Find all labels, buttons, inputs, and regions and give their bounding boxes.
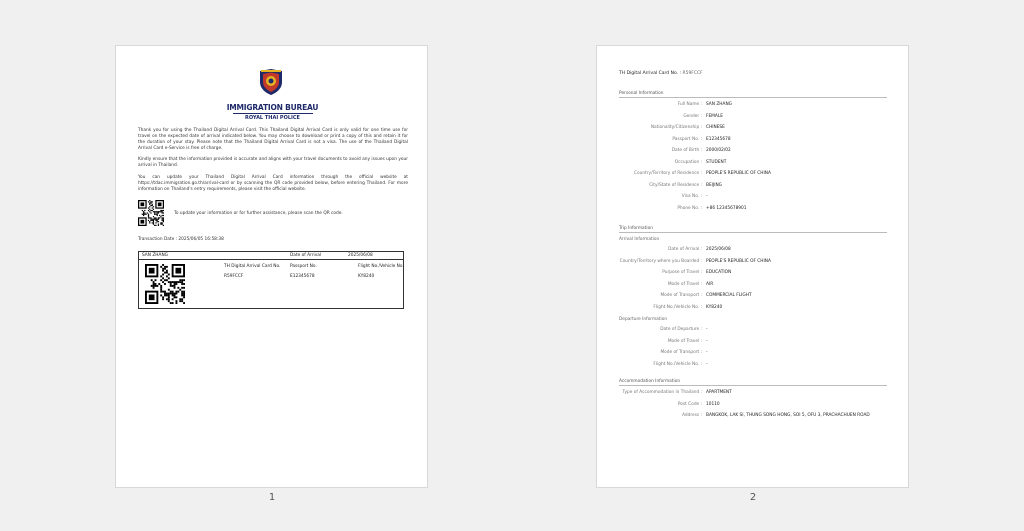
field-value: APARTMENT (706, 390, 732, 395)
field-value: CHINESE (706, 125, 725, 130)
field-value: - (706, 338, 708, 344)
intro-paragraph: Thank you for using the Thailand Digital Arrival Card. This Thailand Digital Arrival Card is only valid for one time use for travel on the expected date of arrival indicated below. You may choose to download or print a copy of this and retain it for the duration of your stay. Please note that the Thailand Digital Arrival Card is not a visa. The use of the Thailand Digital Arrival Card e-Service is free of charge. (138, 128, 408, 152)
field-label: Country/Territory where you Boarded : (619, 258, 702, 264)
arrival-card (138, 251, 404, 309)
police-subtitle: ROYAL THAI POLICE (245, 115, 300, 121)
card-number-label: TH Digital Arrival Card No. : (619, 71, 682, 76)
field-label: Visa No. : (681, 194, 702, 199)
qr-code-icon[interactable] (145, 264, 185, 304)
immigration-badge-icon (258, 68, 284, 96)
field-row (597, 362, 910, 368)
update-paragraph: You can update your Thailand Digital Arrival Card information through the official website at https://tdac.immigration.go.th/arrival-card or by scanning the QR code provided below, before entering Thailand. For more information on Thailand's entry requirements, please visit the official website. (138, 175, 408, 193)
field-row (597, 390, 910, 396)
field-row (597, 259, 910, 265)
field-value: - (706, 350, 708, 355)
field-row (597, 339, 910, 345)
field-row (597, 171, 910, 177)
field-value: +86 12345678901 (706, 205, 747, 211)
card-number-value: R59FCCF (682, 71, 703, 76)
field-row (597, 194, 910, 200)
field-label: Type of Accommodation in Thailand : (622, 390, 702, 395)
field-value: - (706, 327, 708, 332)
subsection-arrival: Arrival Information (619, 237, 660, 242)
field-value: AIR (706, 281, 714, 287)
field-label: Occupation : (674, 159, 702, 165)
field-row (597, 114, 910, 120)
field-row (597, 282, 910, 288)
field-row (597, 102, 910, 108)
field-label: Mode of Travel : (667, 338, 702, 344)
field-value: COMMERCIAL FLIGHT (706, 293, 752, 298)
field-row (597, 327, 910, 333)
flight-value: KY8240 (358, 274, 375, 279)
section-personal: Personal Information (619, 91, 887, 98)
field-value: PEOPLE'S REPUBLIC OF CHINA (706, 258, 771, 264)
field-label: Mode of Transport : (660, 293, 702, 298)
field-value: 2025/06/08 (706, 247, 731, 252)
section-accommodation: Accommodation Information (619, 379, 887, 386)
field-label: Phone No. : (677, 205, 702, 211)
field-row (597, 293, 910, 299)
field-row (597, 350, 910, 356)
field-row (597, 247, 910, 253)
field-value: - (706, 194, 708, 199)
document-page-1 (115, 45, 428, 488)
field-row (597, 206, 910, 212)
title-divider (233, 113, 313, 114)
field-label: Date of Arrival : (668, 247, 702, 252)
accuracy-paragraph: Kindly ensure that the information provided is accurate and aligns with your travel documents to avoid any issues upon your arrival in Thailand. (138, 157, 408, 169)
field-label: Mode of Travel : (667, 281, 702, 287)
field-row (597, 413, 910, 419)
field-row (597, 270, 910, 276)
document-page-2 (596, 45, 909, 488)
card-no-label: TH Digital Arrival Card No. (224, 264, 281, 269)
page-number-2: 2 (749, 492, 757, 503)
field-value: BANGKOK, LAK SI, THUNG SONG HONG, SOI 5, OFU 3, PRACHACHUEN ROAD (706, 413, 870, 418)
field-row (597, 137, 910, 143)
bureau-title: IMMIGRATION BUREAU (226, 103, 319, 112)
field-label: Mode of Transport : (660, 350, 702, 355)
field-value: 2000/02/02 (706, 148, 731, 153)
subsection-departure: Departure Information (619, 317, 668, 322)
field-value: E12345678 (706, 136, 731, 142)
field-row (597, 402, 910, 408)
field-row (597, 148, 910, 154)
card-holder-name: SAN ZHANG (142, 253, 168, 258)
field-label: Date of Birth : (671, 148, 702, 153)
field-label: Nationality/Citizenship : (650, 125, 702, 130)
flight-label: Flight No./Vehicle No. (358, 264, 404, 269)
field-row (597, 125, 910, 131)
field-label: Flight No./Vehicle No. : (653, 304, 702, 310)
card-arrival-date: 2025/06/08 (348, 253, 373, 258)
qr-code-icon[interactable] (138, 200, 164, 226)
field-label: City/State of Residence : (649, 182, 702, 188)
field-value: SAN ZHANG (706, 102, 732, 107)
passport-value: E12345678 (290, 274, 315, 279)
field-label: Flight No./Vehicle No. : (653, 361, 702, 367)
field-label: Passport No. : (672, 136, 702, 142)
field-value: FEMALE (706, 113, 723, 119)
field-label: Purpose of Travel : (662, 270, 702, 275)
card-arrival-label: Date of Arrival (290, 253, 322, 258)
card-divider (139, 259, 403, 260)
field-value: - (706, 361, 708, 367)
field-value: 10110 (706, 401, 720, 407)
field-label: Gender : (683, 113, 702, 119)
field-row (597, 183, 910, 189)
field-label: Post Code : (677, 401, 702, 407)
field-label: Date of Departure : (660, 327, 702, 332)
qr-note: To update your information or for further assistance, please scan the QR code. (174, 211, 343, 216)
field-value: STUDENT (706, 159, 727, 165)
section-trip: Trip Information (619, 226, 887, 233)
card-number-header (619, 71, 703, 76)
field-value: PEOPLE'S REPUBLIC OF CHINA (706, 171, 771, 176)
card-no-value: R59FCCF (224, 274, 244, 279)
field-value: BEIJING (706, 182, 723, 188)
page-number-1: 1 (268, 492, 276, 503)
field-label: Address : (682, 413, 702, 418)
field-label: Country/Territory of Residence : (634, 171, 702, 176)
field-row (597, 160, 910, 166)
transaction-date: Transaction Date : 2025/06/05 16:58:38 (138, 237, 224, 242)
field-row (597, 305, 910, 311)
field-label: Full Name : (677, 102, 702, 107)
passport-label: Passport No. (290, 264, 317, 269)
field-value: EDUCATION (706, 270, 732, 275)
field-value: KY8240 (706, 304, 723, 310)
